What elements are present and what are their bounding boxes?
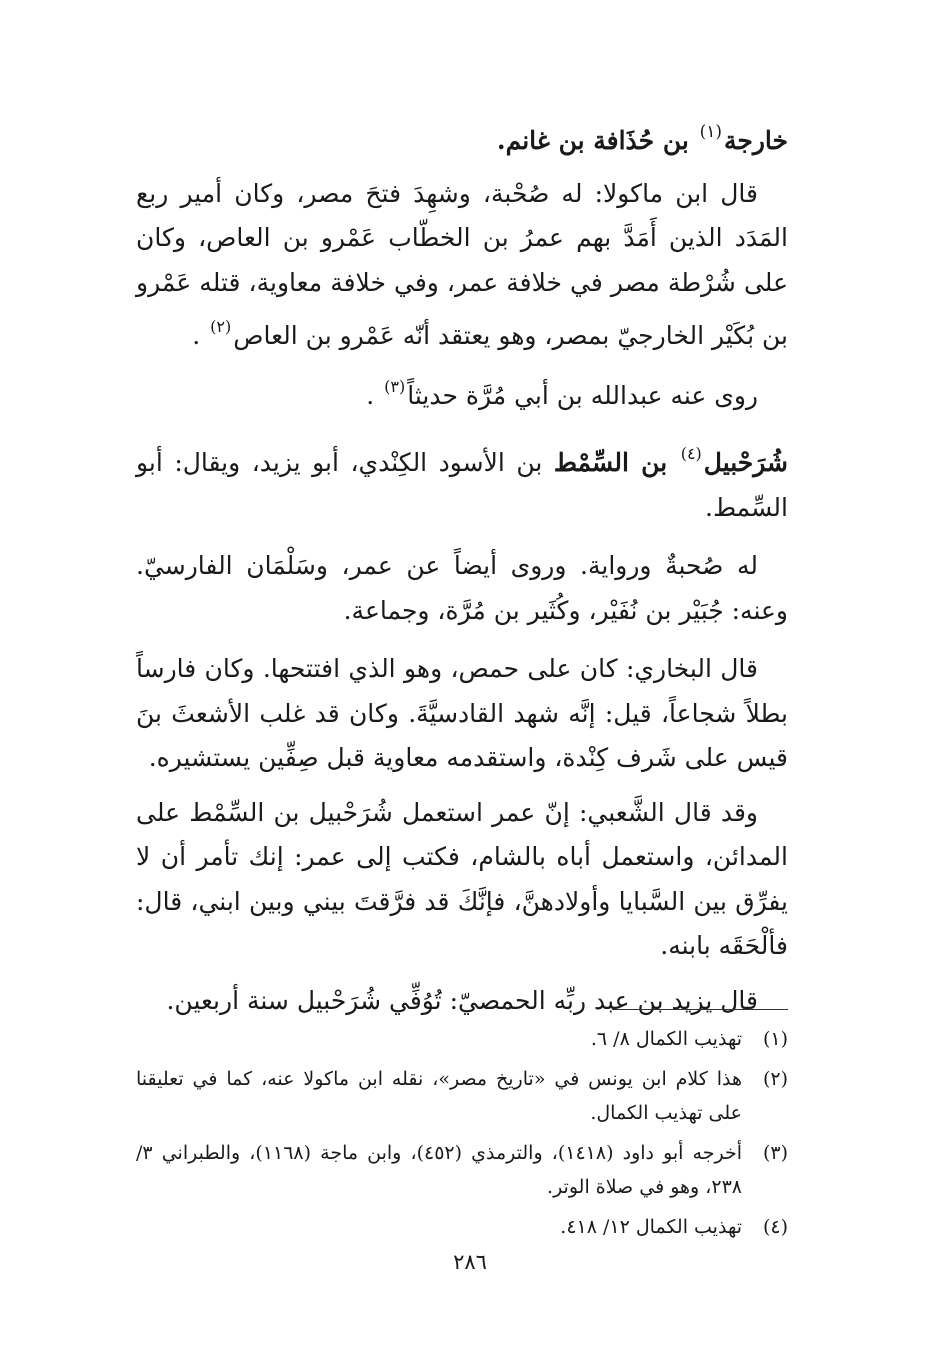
entry-title-tail: بن الأسود الكِنْدي، أبو يزيد، ويقال: أبو السِّمط. — [136, 448, 788, 522]
entry-title-shurahbil — [136, 432, 788, 530]
paragraph — [136, 172, 788, 359]
footnotes — [136, 1022, 788, 1250]
footnote-item — [136, 1210, 788, 1244]
footnote-text: هذا كلام ابن يونس في «تاريخ مصر»، نقله ابن ماكولا عنه، كما في تعليقنا على تهذيب الكمال. — [136, 1068, 742, 1124]
entry-name: خارجة — [723, 126, 788, 155]
footnote-item — [136, 1062, 788, 1130]
footnote-text: تهذيب الكمال ٨/ ٦. — [590, 1028, 742, 1050]
footnote-ref: (٤) — [680, 444, 702, 463]
entry-title-rest: بن حُذَافة بن غانم. — [496, 126, 689, 155]
entry-title-rest: بن السِّمْط — [553, 448, 668, 477]
footnote-number: (١) — [762, 1028, 788, 1050]
footnote-ref: (٣) — [384, 376, 406, 396]
paragraph: له صُحبةٌ ورواية. وروى أيضاً عن عمر، وسَلْمَان الفارسيّ. وعنه: جُبَيْر بن نُفَيْر، وكُثَير بن مُرَّة، وجماعة. — [136, 551, 788, 625]
paragraph-text: قال ابن ماكولا: له صُحْبة، وشهِدَ فتحَ مصر، وكان أمير ربع المَدَد الذين أَمَدَّ بهم عمرُ بن الخطّاب عَمْرو بن العاص، وكان على شُرْطة مصر في خلافة عمر، وفي خلافة معاوية، قتله عَمْرو بن بُكَيْر الخارجيّ بمصر، وهو يعتقد أنّه عَمْرو بن العاص — [136, 178, 788, 350]
entry-name: شُرَحْبيل — [703, 448, 788, 477]
footnote-number: (٣) — [762, 1142, 788, 1164]
footnote-separator — [612, 1009, 788, 1010]
paragraph-end: . — [366, 380, 383, 410]
footnote-item — [136, 1136, 788, 1204]
paragraph: قال يزيد بن عبد ربِّه الحمصيّ: تُوُفِّي شُرَحْبيل سنة أربعين. — [166, 985, 758, 1015]
entry-title-kharija — [136, 110, 788, 164]
footnote-text: تهذيب الكمال ١٢/ ٤١٨. — [560, 1216, 742, 1238]
paragraph — [136, 365, 788, 419]
paragraph-end: . — [192, 321, 209, 350]
footnote-number: (٢) — [762, 1068, 788, 1090]
main-text — [136, 110, 788, 1029]
footnote-text: أخرجه أبو داود (١٤١٨)، والترمذي (٤٥٢)، وابن ماجة (١١٦٨)، والطبراني ٣/ ٢٣٨، وهو في صلاة الوتر. — [136, 1142, 742, 1198]
footnote-ref: (١) — [699, 122, 722, 142]
footnote-item — [136, 1022, 788, 1056]
footnote-number: (٤) — [762, 1216, 788, 1238]
footnote-ref: (٢) — [210, 317, 232, 336]
page-number: ٢٨٦ — [453, 1250, 487, 1274]
paragraph: قال البخاري: كان على حمص، وهو الذي افتتحها. وكان فارساً بطلاً شجاعاً، قيل: إنَّه شهد القادسيَّةَ. وكان قد غلب الأشعثَ بنَ قيس على شَرف كِنْدة، واستقدمه معاوية قبل صِفِّين يستشيره. — [136, 654, 788, 772]
paragraph: وقد قال الشَّعبي: إنّ عمر استعمل شُرَحْبيل بن السِّمْط على المدائن، واستعمل أباه بالشام، فكتب إلى عمر: إنك تأمر أن لا يفرِّق بين السَّبايا وأولادهنَّ، فإنَّكَ قد فرَّقتَ بيني وبين ابني، قال: فألْحَقَه بابنه. — [136, 797, 788, 960]
paragraph-text: روى عنه عبدالله بن أبي مُرَّة حديثاً — [407, 380, 758, 410]
